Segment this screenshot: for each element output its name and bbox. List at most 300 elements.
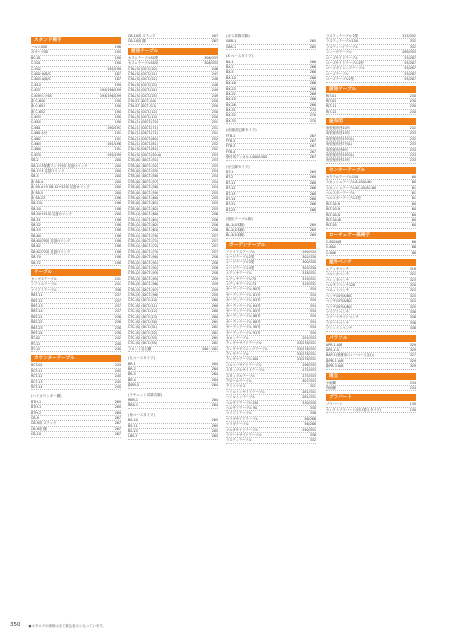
entry-name: C-654 <box>31 120 41 125</box>
entry-name: 角型座布団8号 <box>326 147 348 152</box>
index-entry[interactable] <box>31 261 121 266</box>
entry-name: C-603 A/B/C <box>31 77 51 82</box>
entry-page: 315/332 <box>402 34 416 38</box>
entry-page: 334 <box>309 330 316 335</box>
entry-page: 258 <box>211 255 218 260</box>
entry-name: SB-51 <box>31 217 41 222</box>
entry-name: BX-23 <box>226 86 236 91</box>
entry-page: 66 <box>411 250 416 255</box>
entry-name: RJT-11 <box>326 104 337 109</box>
entry-page: 256 <box>211 222 218 227</box>
entry-name: BX-31 <box>226 108 236 113</box>
entry-name: ラグーナサイドベンチ <box>326 315 359 320</box>
entry-page: 245 <box>114 379 121 384</box>
section-header: スタンド椅子 <box>31 37 121 44</box>
entry-name: RBT-22 <box>31 320 43 325</box>
entry-name: BS-11 <box>128 423 138 428</box>
entry-page: 264 <box>211 383 218 388</box>
entry-name: SB-70 <box>31 255 41 260</box>
entry-page: 320 <box>409 283 416 288</box>
entry-name: C-661 <box>31 125 41 130</box>
entry-name: CB-10 <box>31 432 41 437</box>
entry-page: 250 <box>211 109 218 114</box>
entry-name: BR-2 <box>128 367 136 372</box>
entry-name: CTB-(2) (DICT-(91) <box>128 260 159 265</box>
entry-page: 56/288 <box>304 416 316 421</box>
entry-name: CTB-(1) (DICT-(70) <box>128 233 159 238</box>
entry-page: 190 <box>114 104 121 109</box>
entry-name: RBR-1 <box>128 398 138 402</box>
entry-page: 334 <box>309 319 316 324</box>
entry-page: 196 <box>114 195 121 200</box>
entry-name: RCT-12 <box>31 374 43 379</box>
index-entry[interactable] <box>326 110 416 115</box>
entry-name: C-637 <box>31 88 41 93</box>
entry-name: CTA-(S) (DCT-(24) <box>128 88 157 93</box>
entry-page: 260 <box>211 314 218 319</box>
entry-page: 267 <box>114 432 121 437</box>
entry-page: 190 <box>114 98 121 103</box>
index-entry[interactable] <box>31 432 121 437</box>
entry-name: BX-32 <box>226 113 236 118</box>
entry-page: 269 <box>309 233 316 238</box>
entry-name: SB-23L <box>31 201 43 206</box>
entry-name: カロンテーブル <box>226 335 249 340</box>
subsection-label: (X ベースタイプ) <box>226 54 253 59</box>
entry-page: 290/331 <box>302 427 316 432</box>
entry-name: クレモナサイドテーブル <box>226 341 262 346</box>
entry-name: BT-11 <box>226 180 236 185</box>
entry-page: 198 <box>114 228 121 233</box>
entry-page: 248 <box>211 77 218 82</box>
index-entry[interactable] <box>128 434 218 439</box>
section-header: カウンターテーブル <box>31 355 121 362</box>
entry-name: CTB-(2) (DICT-(90) <box>128 255 159 260</box>
section-header: ガーデンテーブル <box>226 242 316 249</box>
entry-name: ベルモアテーブル150 <box>226 400 259 405</box>
entry-page: 200 <box>114 168 121 173</box>
entry-page: 261 <box>211 336 218 341</box>
entry-name: BX-26 <box>226 102 236 107</box>
entry-page: 60 <box>411 217 416 222</box>
entry-page: 266 <box>309 91 316 96</box>
subsection-label: (床面固定脚タイプ) <box>226 128 257 133</box>
entry-name: CTA-(1) (DICT-(70) <box>128 120 158 125</box>
entry-page: 325 <box>409 304 416 309</box>
entry-name: CTB-(0) (DICT-(62) <box>128 206 159 211</box>
entry-name: APS-1 A <box>326 347 339 352</box>
subsection-label: (強化テーブル脚) <box>226 217 253 222</box>
entry-page: 238 <box>114 314 121 319</box>
entry-page: 198 <box>114 255 121 260</box>
entry-name: GBS-1 <box>226 44 237 49</box>
entry-name: CTC-(S) (DCT-(50) <box>128 319 158 324</box>
entry-page: 269 <box>309 222 316 227</box>
entry-page: 306/333 <box>204 55 218 60</box>
entry-page: 280〜281 <box>202 346 218 351</box>
entry-name: C-804 <box>326 245 336 250</box>
entry-name: デミトリオス <box>226 384 246 389</box>
entry-name: C-662 <box>31 136 41 141</box>
entry-page: 255 <box>211 201 218 206</box>
entry-name: クレモナテーブル100 <box>226 357 259 362</box>
entry-page: 61 <box>411 185 416 190</box>
entry-name: CTA-(1) (DICT-(72) <box>128 131 158 136</box>
entry-name: 角型座布団10号(L) <box>326 153 355 158</box>
entry-page: 299/333 <box>302 249 316 254</box>
entry-name: CB-10用 棚 <box>128 39 146 44</box>
entry-page: 267 <box>309 144 316 149</box>
index-entry[interactable] <box>326 223 416 228</box>
entry-name: CTA-(S) (DCT-(22) <box>128 77 157 82</box>
entry-page: 334 <box>309 308 316 313</box>
entry-page: 256 <box>211 212 218 217</box>
entry-name: RBX-1 <box>128 403 138 408</box>
entry-name: ガーデンテーブル 86号 <box>226 314 261 319</box>
entry-page: 192/199 <box>107 152 121 157</box>
entry-page: 53/278/331 <box>296 357 316 362</box>
entry-name: CTA-(S) (DCT-(12) <box>128 109 157 114</box>
entry-page: 60 <box>411 180 416 185</box>
entry-page: 266 <box>309 70 316 75</box>
entry-name: SB-60 <box>31 233 41 238</box>
index-entry[interactable] <box>226 438 316 443</box>
entry-name: SB-53 <box>31 228 41 233</box>
entry-name: カンザステーブル <box>31 277 57 282</box>
subsection-label: (角ベースタイプ) <box>128 412 155 417</box>
entry-page: 268 <box>309 180 316 185</box>
entry-name: BT-1 <box>226 169 234 174</box>
section-header: 座布団 <box>326 118 416 125</box>
section-header: 厨房テーブル <box>128 48 218 55</box>
entry-name: RCT-14 <box>31 385 43 390</box>
entry-page: 267 <box>309 133 316 138</box>
entry-page: 130 <box>409 402 416 407</box>
entry-page: 254 <box>211 185 218 190</box>
entry-page: 261 <box>211 319 218 324</box>
entry-name: BAP-1(業務用パレーベース含む) <box>326 353 375 358</box>
entry-page: 267 <box>114 416 121 420</box>
entry-name: 新PB-1 A/B <box>326 358 344 363</box>
entry-name: CTA-(S) (DCT-(23) <box>128 82 157 87</box>
entry-page: 259 <box>211 292 218 297</box>
entry-page: 269 <box>114 410 121 415</box>
entry-name: ガーデンテーブル 88号 <box>226 319 261 324</box>
entry-page: 247 <box>211 71 218 76</box>
entry-name: マイアミテーブル <box>226 411 252 416</box>
entry-page: 198 <box>114 206 121 211</box>
entry-name: RBT-24 <box>31 330 43 335</box>
entry-name: ガーデンテーブル 90号 <box>226 325 261 330</box>
index-entry[interactable] <box>326 408 416 413</box>
entry-page: 268 <box>309 207 316 212</box>
entry-page: 268 <box>309 191 316 196</box>
entry-name: ガーデンテーブル 85号 <box>226 308 261 313</box>
entry-name: BR-3 <box>128 372 136 377</box>
entry-page: 258 <box>211 260 218 265</box>
entry-name: 新 C-651 <box>31 104 46 109</box>
entry-page: 238 <box>114 320 121 325</box>
index-entry[interactable] <box>31 347 121 352</box>
entry-page: 264 <box>211 361 218 366</box>
entry-name: ハミルトンテーブル <box>226 395 256 400</box>
entry-page: 200 <box>114 212 121 217</box>
entry-name: SB-50 <box>31 206 41 211</box>
entry-page: 329 <box>409 342 416 347</box>
entry-page: 60 <box>411 207 416 212</box>
entry-page: 334 <box>309 325 316 330</box>
entry-page: 257 <box>211 233 218 238</box>
entry-name: コルトバサイドテーブル <box>226 362 262 367</box>
section-header: パラソル <box>326 335 416 342</box>
entry-name: スタッグルサイドテーブル <box>226 368 265 373</box>
entry-page: 266 <box>309 64 316 69</box>
entry-page: 336 <box>409 315 416 320</box>
entry-name: APR-1 A/B <box>326 342 343 347</box>
entry-page: 251 <box>211 131 218 136</box>
index-entry[interactable] <box>326 158 416 163</box>
entry-name: SB-62/72用 足掛けリング <box>31 249 71 254</box>
entry-name: CTB-(1) (DICT-(61) <box>128 217 159 222</box>
entry-page: 234 <box>409 380 416 385</box>
entry-name: 角型座布団10号 <box>326 126 350 131</box>
index-entry[interactable] <box>326 364 416 369</box>
entry-name: CTA-(S) (DCT-(25) <box>128 93 157 98</box>
entry-name: ラグーナベンチ <box>326 320 350 325</box>
entry-page: 233 <box>409 147 416 152</box>
entry-page: 325 <box>409 293 416 298</box>
entry-name: FTB-4 <box>226 149 236 154</box>
entry-page: 268 <box>309 202 316 207</box>
entry-name: CTA-ST (DCT-(11) <box>128 104 157 109</box>
entry-page: 268 <box>309 186 316 191</box>
entry-name: 肉雨脚 <box>326 385 336 390</box>
entry-name: CTB-(0) (DICT-(59) <box>128 190 159 195</box>
entry-page: 334 <box>309 314 316 319</box>
entry-page: 233 <box>409 142 416 147</box>
entry-name: BR-1 <box>128 361 136 366</box>
section-header: テーブル <box>31 269 121 276</box>
entry-name: 新 SB-23 <box>31 195 46 200</box>
entry-name: RCT-02 <box>31 363 43 368</box>
index-column-1 <box>31 34 121 438</box>
entry-page: 252 <box>211 142 218 147</box>
entry-page: 190 <box>114 115 121 120</box>
section-header: ローチェアー高椅子 <box>326 232 416 239</box>
entry-name: BX-22 <box>226 91 236 96</box>
entry-name: C-610 <box>31 82 41 87</box>
entry-page: 257 <box>211 244 218 249</box>
entry-page: 230 <box>409 98 416 103</box>
entry-name: 角型座布団7号(L) <box>326 142 353 147</box>
index-entry[interactable] <box>128 39 218 44</box>
entry-page: 253 <box>211 158 218 163</box>
entry-name: CTA-(S) (DICT-(50-A) <box>128 152 162 157</box>
entry-name: BT-31 <box>226 202 236 207</box>
entry-name: LBS-3 <box>128 434 138 439</box>
entry-page: 198 <box>114 260 121 265</box>
entry-page: 232 <box>409 136 416 141</box>
entry-page: 267 <box>309 155 316 160</box>
entry-page: 200 <box>114 174 121 179</box>
entry-page: 334 <box>309 292 316 297</box>
page-footer <box>10 622 430 628</box>
entry-page: 269 <box>114 405 121 410</box>
entry-page: 200 <box>114 163 121 168</box>
entry-name: C-670 <box>31 152 41 157</box>
entry-name: CTC-(S) (DCT-(51) <box>128 325 158 330</box>
entry-name: リノーザテーブル <box>326 50 352 55</box>
entry-name: ローズサイドテーブル <box>326 55 359 60</box>
entry-name: CTC-(S) (DCT-(53) <box>128 336 158 341</box>
entry-name: SB-60/70用 足掛けリング <box>31 239 71 244</box>
entry-name: ブラバート <box>326 402 343 407</box>
entry-name: ガーデンテーブル 83号 <box>226 298 261 303</box>
entry-page: 336 <box>409 320 416 325</box>
entry-page: 300/330 <box>302 260 316 265</box>
entry-name: BX-25 <box>226 97 236 102</box>
index-column-2 <box>128 34 218 440</box>
entry-page: 55/287 <box>404 77 416 82</box>
entry-name: CTC-(S) (DCT-(13) <box>128 314 158 319</box>
entry-page: 53/278/331 <box>296 346 316 351</box>
entry-page: 249 <box>211 93 218 98</box>
entry-page: 267 <box>309 139 316 144</box>
entry-page: 259 <box>211 276 218 281</box>
entry-name: BX-33 <box>226 118 236 123</box>
entry-page: 234 <box>409 385 416 390</box>
entry-page: 237 <box>114 303 121 308</box>
entry-page: 55/287 <box>404 71 416 76</box>
entry-name: カクテルテーブル150 <box>326 174 359 179</box>
index-entry[interactable] <box>326 77 416 82</box>
entry-name: SB-52 <box>31 222 41 227</box>
entry-page: 253 <box>211 163 218 168</box>
entry-name: ローズダイニングテーブル <box>326 66 365 71</box>
index-column-3 <box>226 34 316 444</box>
entry-name: デポールテーブル <box>226 379 253 384</box>
entry-name: スカッシュテーブルA-45/A-60 <box>326 180 372 185</box>
entry-name: エデッサテーブル <box>226 271 253 276</box>
entry-page: 190/191 <box>107 125 121 130</box>
entry-name: SB-2 <box>31 158 39 163</box>
entry-page: 55/287 <box>404 60 416 65</box>
entry-page: 336 <box>409 310 416 315</box>
entry-name: C-501 <box>31 61 41 66</box>
entry-page: 196 <box>114 201 121 206</box>
entry-page: 255 <box>211 195 218 200</box>
entry-page: 327 <box>409 353 416 358</box>
entry-page: 196 <box>114 45 121 49</box>
entry-page: 233 <box>409 131 416 136</box>
entry-page: 269 <box>114 399 121 404</box>
entry-page: 270 <box>309 113 316 118</box>
entry-name: マイアミベンチ <box>326 310 349 315</box>
entry-name: ベネットベンチ <box>326 288 350 293</box>
entry-page: 336 <box>309 411 316 416</box>
entry-page: 237 <box>114 298 121 303</box>
entry-name: ワシントンベンチ <box>326 326 353 331</box>
entry-name: BL-1(4本脚) <box>226 222 245 227</box>
entry-page: 66 <box>411 239 416 244</box>
entry-name: C-502 <box>31 66 41 71</box>
entry-page: 230 <box>409 93 416 98</box>
entry-page: 53/278/331 <box>296 352 316 357</box>
entry-name: CTB-(1) (DICT-(60) <box>128 212 159 217</box>
entry-name: RT-12 <box>31 347 41 352</box>
index-entry[interactable] <box>326 251 416 256</box>
entry-page: 329 <box>409 347 416 352</box>
entry-page: 60 <box>411 223 416 228</box>
entry-page: 329 <box>409 364 416 369</box>
entry-name: ベルスターテーブル <box>326 190 356 195</box>
entry-page: 330/330 <box>302 400 316 405</box>
entry-page: 238 <box>114 325 121 330</box>
entry-page: 243 <box>114 363 121 368</box>
entry-name: CTA-(S) (DICT-(82) <box>128 147 158 152</box>
entry-name: 新 C-652 <box>31 109 46 114</box>
entry-name: CTB-(0) (DICT-(51) <box>128 158 159 163</box>
entry-page: 322 <box>409 272 416 277</box>
entry-page: 56/288 <box>304 422 316 427</box>
entry-name: CTB-(0) (DICT-(58) <box>128 185 159 190</box>
entry-page: 267 <box>211 39 218 44</box>
entry-page: 318/331 <box>302 271 316 276</box>
entry-page: 270 <box>309 118 316 123</box>
entry-page: 329 <box>409 358 416 363</box>
entry-page: 256 <box>211 228 218 233</box>
entry-name: CTC-(S) (DCT-(10) <box>128 298 158 303</box>
entry-page: 252 <box>211 136 218 141</box>
entry-name: RLT-02-N <box>326 201 341 206</box>
entry-name: ベンチ10号A/B/C <box>326 293 353 298</box>
entry-name: CTC-(S) (DCT-(52) <box>128 330 158 335</box>
entry-page: 194/196/199 <box>99 88 121 93</box>
entry-name: CTB-(1) (DICT-(73) <box>128 249 159 254</box>
entry-page: 187 <box>114 77 121 82</box>
entry-name: マルタサイドテーブル <box>226 427 259 432</box>
entry-name: SB-62 <box>31 244 41 249</box>
entry-page: 233 <box>409 158 416 163</box>
entry-name: BT-14 <box>226 196 236 201</box>
entry-name: セレクトブラバート(付け替えタイプ) <box>326 407 381 412</box>
section-header: 厨房テーブル <box>326 86 416 93</box>
entry-name: BS-25 <box>128 428 138 433</box>
entry-page: 302/330 <box>302 255 316 260</box>
index-entry[interactable] <box>326 326 416 331</box>
section-header: ブラバート <box>326 394 416 401</box>
section-header: 屋外ベンチ <box>326 259 416 266</box>
entry-name: ベンチ20号A/B/C <box>326 304 353 309</box>
entry-page: 230 <box>409 109 416 114</box>
entry-name: RCT-11 <box>31 368 43 373</box>
entry-name: RT-02 <box>31 336 41 341</box>
entry-page: 198 <box>114 249 121 254</box>
entry-page: 55/287 <box>404 55 416 60</box>
entry-page: 261 <box>211 325 218 330</box>
entry-page: 256 <box>211 217 218 222</box>
entry-page: 266 <box>309 59 316 64</box>
entry-name: CTB-(1) (DICT-(63) <box>128 228 159 233</box>
entry-name: C-664 <box>31 147 41 152</box>
entry-name: エデッサテーブル75 <box>226 282 257 287</box>
entry-page: 266 <box>309 81 316 86</box>
entry-page: 264 <box>211 398 218 402</box>
entry-page: 190 <box>114 61 121 66</box>
index-entry[interactable] <box>226 233 316 238</box>
index-entry[interactable] <box>326 386 416 391</box>
entry-name: CB-9 <box>31 416 39 420</box>
